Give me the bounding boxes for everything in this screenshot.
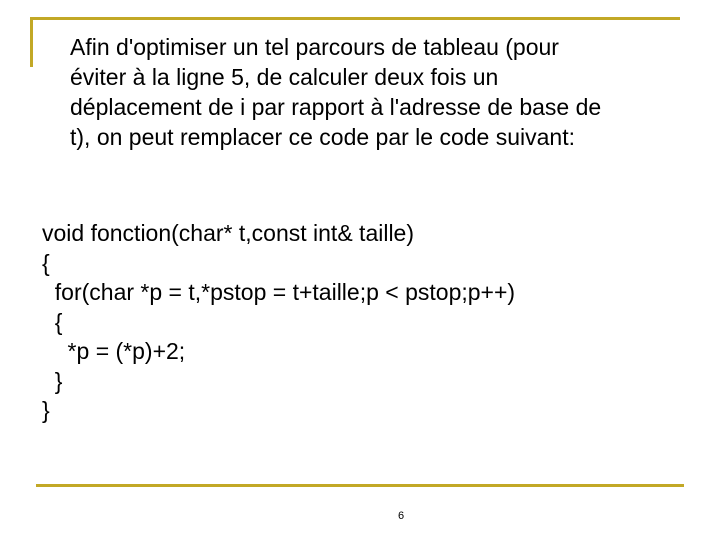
code-block — [42, 219, 702, 426]
intro-line: éviter à la ligne 5, de calculer deux fois un — [70, 64, 499, 90]
code-line: for(char *p = t,*pstop = t+taille;p < pstop;p++) — [42, 279, 516, 305]
top-rule — [30, 17, 680, 20]
code-line: *p = (*p)+2; — [42, 338, 186, 364]
code-line: } — [42, 367, 63, 394]
intro-line: déplacement de i par rapport à l'adresse de base de — [70, 94, 602, 120]
code-line: void fonction(char* t,const int& taille) — [42, 220, 415, 246]
intro-paragraph — [70, 32, 690, 152]
code-line: { — [42, 308, 63, 335]
bottom-rule — [36, 484, 684, 487]
page-number: 6 — [398, 510, 405, 522]
code-line: { — [42, 249, 50, 276]
left-rule — [30, 17, 33, 67]
intro-line: Afin d'optimiser un tel parcours de tableau (pour — [70, 34, 559, 60]
code-line: } — [42, 397, 50, 423]
intro-line: t), on peut remplacer ce code par le code suivant: — [70, 124, 576, 150]
